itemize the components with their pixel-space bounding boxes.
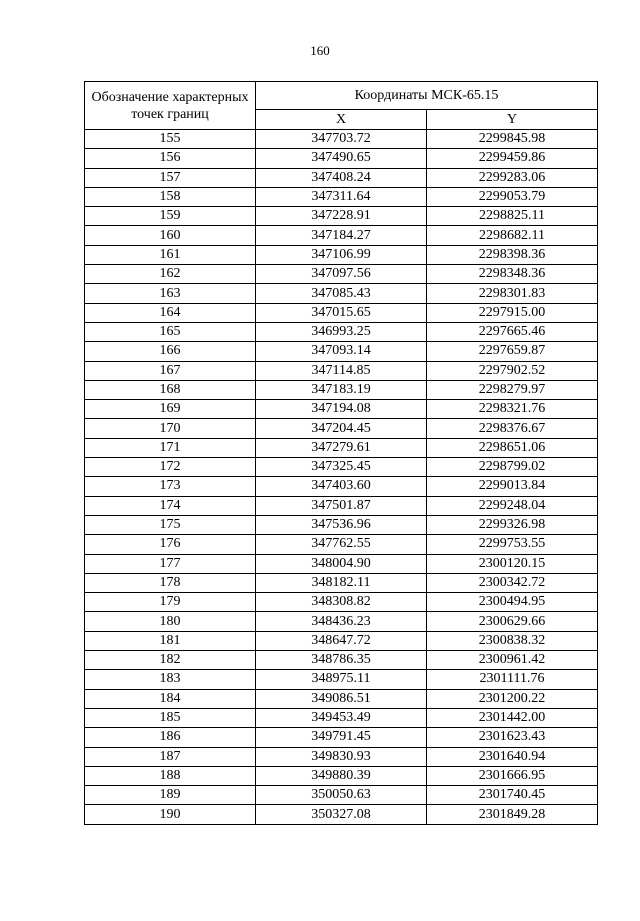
x-coordinate-cell: 347703.72 — [256, 130, 427, 149]
table-row — [85, 708, 598, 727]
y-coordinate-cell: 2300494.95 — [427, 593, 598, 612]
table-row — [85, 207, 598, 226]
y-coordinate-cell: 2298682.11 — [427, 226, 598, 245]
table-row — [85, 631, 598, 650]
table-row — [85, 245, 598, 264]
point-number-cell: 163 — [85, 284, 256, 303]
table-row — [85, 438, 598, 457]
table-row — [85, 322, 598, 341]
y-coordinate-cell: 2298825.11 — [427, 207, 598, 226]
table-row — [85, 786, 598, 805]
table-row — [85, 380, 598, 399]
table-row — [85, 303, 598, 322]
point-number-cell: 169 — [85, 400, 256, 419]
x-coordinate-cell: 347114.85 — [256, 361, 427, 380]
table-row — [85, 168, 598, 187]
y-coordinate-cell: 2301442.00 — [427, 708, 598, 727]
y-coordinate-cell: 2298301.83 — [427, 284, 598, 303]
point-number-cell: 187 — [85, 747, 256, 766]
y-coordinate-cell: 2301200.22 — [427, 689, 598, 708]
point-number-cell: 173 — [85, 477, 256, 496]
point-number-cell: 183 — [85, 670, 256, 689]
point-number-cell: 179 — [85, 593, 256, 612]
x-coordinate-cell: 348436.23 — [256, 612, 427, 631]
point-number-cell: 167 — [85, 361, 256, 380]
point-number-cell: 190 — [85, 805, 256, 824]
y-coordinate-cell: 2300342.72 — [427, 573, 598, 592]
y-coordinate-cell: 2298348.36 — [427, 265, 598, 284]
table-row — [85, 149, 598, 168]
y-coordinate-cell: 2300961.42 — [427, 651, 598, 670]
y-coordinate-cell: 2298321.76 — [427, 400, 598, 419]
table-row — [85, 477, 598, 496]
point-number-cell: 185 — [85, 708, 256, 727]
table-row — [85, 554, 598, 573]
table-row — [85, 535, 598, 554]
x-coordinate-cell: 348004.90 — [256, 554, 427, 573]
y-coordinate-cell: 2299459.86 — [427, 149, 598, 168]
x-coordinate-cell: 350327.08 — [256, 805, 427, 824]
point-number-cell: 172 — [85, 458, 256, 477]
table-row — [85, 651, 598, 670]
x-coordinate-cell: 347093.14 — [256, 342, 427, 361]
y-coordinate-cell: 2301640.94 — [427, 747, 598, 766]
table-row — [85, 766, 598, 785]
y-coordinate-cell: 2299013.84 — [427, 477, 598, 496]
x-coordinate-cell: 348308.82 — [256, 593, 427, 612]
x-coordinate-cell: 347536.96 — [256, 515, 427, 534]
table-row — [85, 612, 598, 631]
y-coordinate-cell: 2297659.87 — [427, 342, 598, 361]
point-number-cell: 188 — [85, 766, 256, 785]
header-coordinates: Координаты МСК-65.15 — [256, 82, 598, 110]
table-row — [85, 400, 598, 419]
x-coordinate-cell: 350050.63 — [256, 786, 427, 805]
table-row — [85, 265, 598, 284]
y-coordinate-cell: 2298279.97 — [427, 380, 598, 399]
point-number-cell: 162 — [85, 265, 256, 284]
x-coordinate-cell: 347311.64 — [256, 187, 427, 206]
x-coordinate-cell: 347408.24 — [256, 168, 427, 187]
y-coordinate-cell: 2300120.15 — [427, 554, 598, 573]
x-coordinate-cell: 347501.87 — [256, 496, 427, 515]
y-coordinate-cell: 2301666.95 — [427, 766, 598, 785]
y-coordinate-cell: 2300629.66 — [427, 612, 598, 631]
x-coordinate-cell: 347183.19 — [256, 380, 427, 399]
point-number-cell: 180 — [85, 612, 256, 631]
header-x: X — [256, 110, 427, 130]
table-row — [85, 728, 598, 747]
x-coordinate-cell: 347106.99 — [256, 245, 427, 264]
y-coordinate-cell: 2301849.28 — [427, 805, 598, 824]
x-coordinate-cell: 347325.45 — [256, 458, 427, 477]
y-coordinate-cell: 2297915.00 — [427, 303, 598, 322]
point-number-cell: 165 — [85, 322, 256, 341]
point-number-cell: 161 — [85, 245, 256, 264]
table-row — [85, 496, 598, 515]
x-coordinate-cell: 347184.27 — [256, 226, 427, 245]
table-row — [85, 342, 598, 361]
table-row — [85, 361, 598, 380]
point-number-cell: 159 — [85, 207, 256, 226]
point-number-cell: 189 — [85, 786, 256, 805]
x-coordinate-cell: 347015.65 — [256, 303, 427, 322]
table-row — [85, 689, 598, 708]
table-row — [85, 805, 598, 824]
y-coordinate-cell: 2299753.55 — [427, 535, 598, 554]
x-coordinate-cell: 347204.45 — [256, 419, 427, 438]
x-coordinate-cell: 347490.65 — [256, 149, 427, 168]
table-row — [85, 130, 598, 149]
point-number-cell: 164 — [85, 303, 256, 322]
x-coordinate-cell: 349880.39 — [256, 766, 427, 785]
point-number-cell: 186 — [85, 728, 256, 747]
point-number-cell: 157 — [85, 168, 256, 187]
y-coordinate-cell: 2297902.52 — [427, 361, 598, 380]
y-coordinate-cell: 2301623.43 — [427, 728, 598, 747]
point-number-cell: 182 — [85, 651, 256, 670]
x-coordinate-cell: 348975.11 — [256, 670, 427, 689]
x-coordinate-cell: 348786.35 — [256, 651, 427, 670]
table-body — [85, 130, 598, 825]
point-number-cell: 156 — [85, 149, 256, 168]
table-row — [85, 284, 598, 303]
y-coordinate-cell: 2299845.98 — [427, 130, 598, 149]
y-coordinate-cell: 2299053.79 — [427, 187, 598, 206]
table-row — [85, 226, 598, 245]
x-coordinate-cell: 349086.51 — [256, 689, 427, 708]
point-number-cell: 175 — [85, 515, 256, 534]
x-coordinate-cell: 347279.61 — [256, 438, 427, 457]
header-y: Y — [427, 110, 598, 130]
x-coordinate-cell: 349830.93 — [256, 747, 427, 766]
y-coordinate-cell: 2298398.36 — [427, 245, 598, 264]
point-number-cell: 158 — [85, 187, 256, 206]
table-row — [85, 593, 598, 612]
table-row — [85, 670, 598, 689]
point-number-cell: 166 — [85, 342, 256, 361]
point-number-cell: 174 — [85, 496, 256, 515]
table-row — [85, 573, 598, 592]
page-number: 160 — [310, 43, 330, 58]
x-coordinate-cell: 348647.72 — [256, 631, 427, 650]
y-coordinate-cell: 2298799.02 — [427, 458, 598, 477]
y-coordinate-cell: 2301111.76 — [427, 670, 598, 689]
point-number-cell: 170 — [85, 419, 256, 438]
point-number-cell: 177 — [85, 554, 256, 573]
y-coordinate-cell: 2301740.45 — [427, 786, 598, 805]
x-coordinate-cell: 347097.56 — [256, 265, 427, 284]
point-number-cell: 155 — [85, 130, 256, 149]
table-row — [85, 458, 598, 477]
point-number-cell: 168 — [85, 380, 256, 399]
y-coordinate-cell: 2299326.98 — [427, 515, 598, 534]
x-coordinate-cell: 348182.11 — [256, 573, 427, 592]
x-coordinate-cell: 347194.08 — [256, 400, 427, 419]
point-number-cell: 184 — [85, 689, 256, 708]
x-coordinate-cell: 347403.60 — [256, 477, 427, 496]
x-coordinate-cell: 347228.91 — [256, 207, 427, 226]
point-number-cell: 171 — [85, 438, 256, 457]
point-number-cell: 160 — [85, 226, 256, 245]
point-number-cell: 181 — [85, 631, 256, 650]
point-number-cell: 178 — [85, 573, 256, 592]
x-coordinate-cell: 349791.45 — [256, 728, 427, 747]
x-coordinate-cell: 346993.25 — [256, 322, 427, 341]
y-coordinate-cell: 2299248.04 — [427, 496, 598, 515]
y-coordinate-cell: 2299283.06 — [427, 168, 598, 187]
table-row — [85, 515, 598, 534]
y-coordinate-cell: 2297665.46 — [427, 322, 598, 341]
table-row — [85, 747, 598, 766]
table-row — [85, 419, 598, 438]
x-coordinate-cell: 347085.43 — [256, 284, 427, 303]
y-coordinate-cell: 2298376.67 — [427, 419, 598, 438]
coordinates-table — [84, 81, 598, 825]
x-coordinate-cell: 349453.49 — [256, 708, 427, 727]
header-point-designation: Обозначение характерных точек границ — [85, 82, 256, 130]
y-coordinate-cell: 2298651.06 — [427, 438, 598, 457]
point-number-cell: 176 — [85, 535, 256, 554]
x-coordinate-cell: 347762.55 — [256, 535, 427, 554]
y-coordinate-cell: 2300838.32 — [427, 631, 598, 650]
table-row — [85, 187, 598, 206]
